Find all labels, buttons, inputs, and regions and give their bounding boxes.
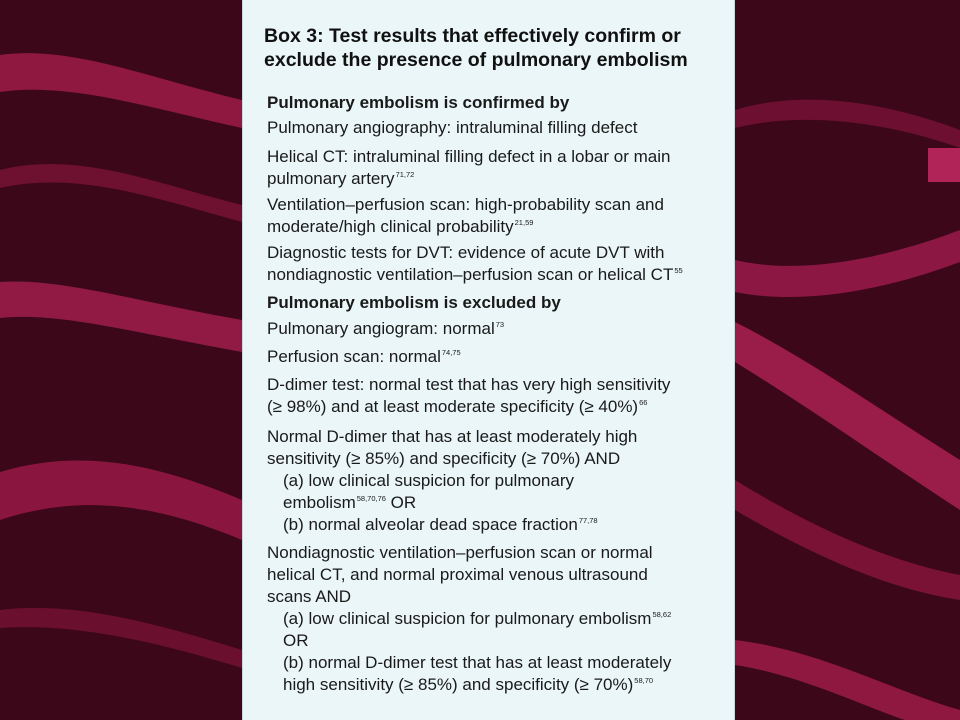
text-line: Helical CT: intraluminal filling defect in a lobar or main xyxy=(267,147,671,166)
text-line-indented: (b) normal alveolar dead space fraction$^{77,78}$ xyxy=(283,515,598,534)
section-heading-excluded: Pulmonary embolism is excluded by xyxy=(267,293,561,312)
citation: 66 xyxy=(639,398,648,407)
text-line-indented: (b) normal D-dimer test that has at least moderately xyxy=(283,653,672,672)
text-line-indented: high sensitivity (≥ 85%) and specificity (≥ 70%)$^{58,70}$ xyxy=(283,675,654,694)
citation: 58,70,76 xyxy=(356,494,386,503)
text-line: Ventilation–perfusion scan: high-probability scan and xyxy=(267,195,664,214)
citation: 58,62 xyxy=(652,610,672,619)
text-line-indented: (a) low clinical suspicion for pulmonary embolism$^{58,62}$ xyxy=(283,609,672,628)
box-title xyxy=(264,24,724,72)
text-line-indented: (a) low clinical suspicion for pulmonary xyxy=(283,471,575,490)
text-line: Nondiagnostic ventilation–perfusion scan or normal xyxy=(267,543,653,562)
text-line: pulmonary artery$^{71,72}$ xyxy=(267,169,415,188)
text-line: sensitivity (≥ 85%) and specificity (≥ 70%) AND xyxy=(267,449,621,468)
text-line: Pulmonary angiogram: normal$^{73}$ xyxy=(267,319,505,338)
section-heading-confirmed: Pulmonary embolism is confirmed by xyxy=(267,93,570,112)
citation: 77,78 xyxy=(578,516,598,525)
text-line: helical CT, and normal proximal venous ultrasound xyxy=(267,565,648,584)
content-box xyxy=(242,0,735,720)
text-line: Pulmonary angiography: intraluminal filling defect xyxy=(267,118,638,137)
citation: 74,75 xyxy=(441,348,461,357)
citation: 71,72 xyxy=(395,170,415,179)
text-line: scans AND xyxy=(267,587,352,606)
text-line-indented: OR xyxy=(283,631,309,650)
text-line: (≥ 98%) and at least moderate specificity (≥ 40%)$^{66}$ xyxy=(267,397,648,416)
text-line: Normal D-dimer that has at least moderately high xyxy=(267,427,638,446)
citation: 73 xyxy=(495,320,505,329)
text-line: Diagnostic tests for DVT: evidence of acute DVT with xyxy=(267,243,665,262)
box-title-line-2: exclude the presence of pulmonary embolism xyxy=(264,49,688,71)
citation: 55 xyxy=(674,266,683,275)
box-title-line-1: Box 3: Test results that effectively confirm or xyxy=(264,25,681,47)
text-line: D-dimer test: normal test that has very high sensitivity xyxy=(267,375,671,394)
text-line: Perfusion scan: normal$^{74,75}$ xyxy=(267,347,461,366)
citation: 58,70 xyxy=(634,676,654,685)
text-line: moderate/high clinical probability$^{21,59}$ xyxy=(267,217,534,236)
text-line-indented: embolism$^{58,70,76}$ OR xyxy=(283,493,417,512)
citation: 21,59 xyxy=(514,218,534,227)
text-line: nondiagnostic ventilation–perfusion scan or helical CT$^{55}$ xyxy=(267,265,683,284)
